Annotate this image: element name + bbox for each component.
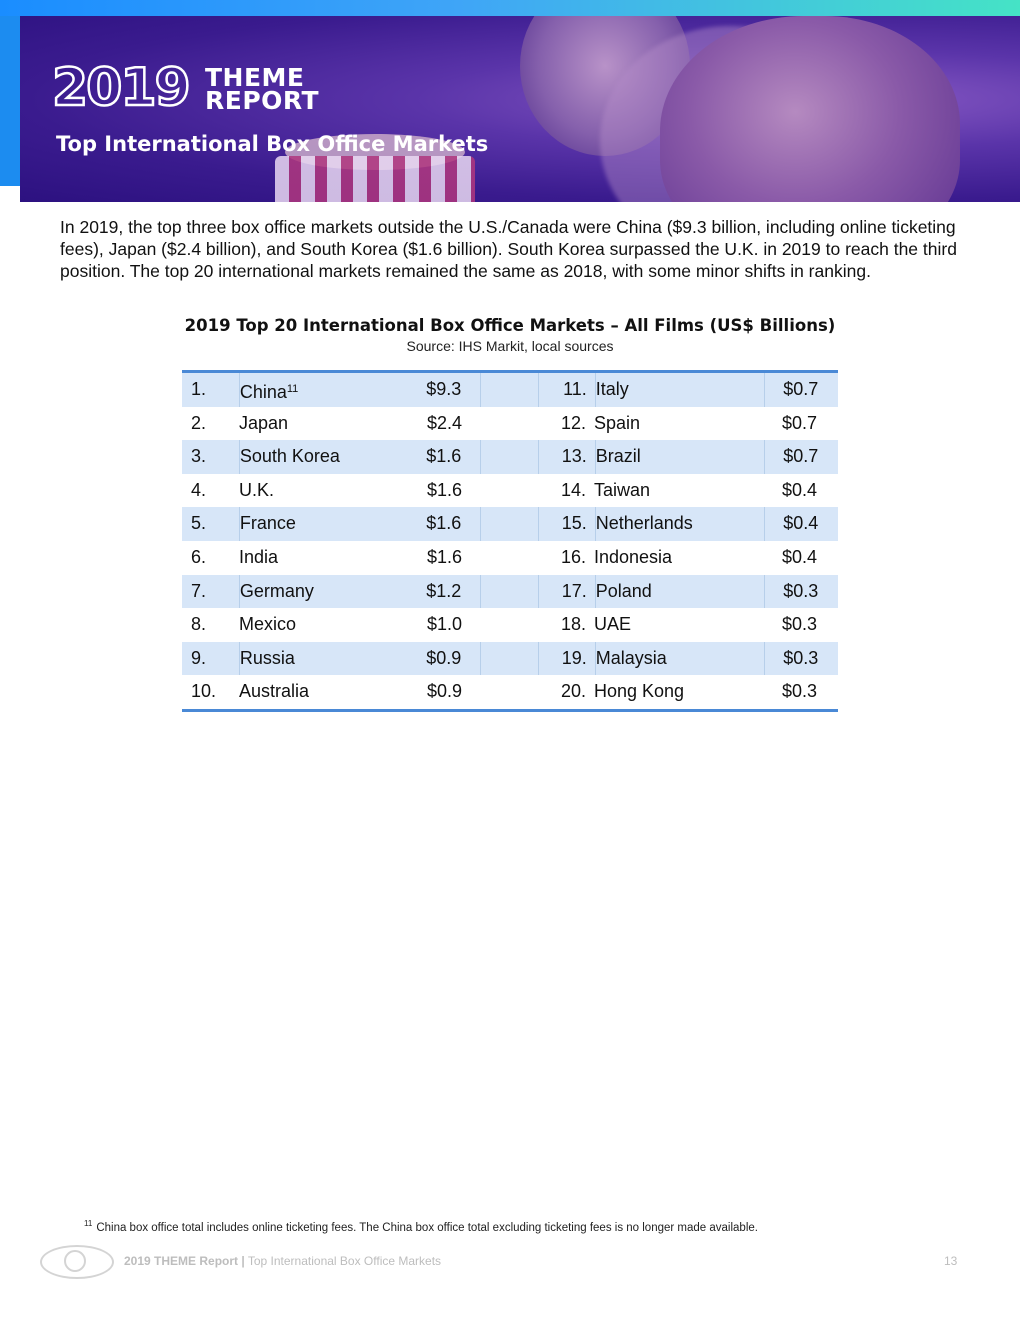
market-name-cell bbox=[239, 507, 408, 541]
rank-cell bbox=[539, 575, 595, 609]
rank-cell bbox=[539, 440, 595, 474]
market-name-cell bbox=[239, 608, 409, 642]
table-source: Source: IHS Markit, local sources bbox=[406, 338, 614, 354]
box-office-value-cell-text: $1.0 bbox=[427, 614, 463, 635]
spacer-cell bbox=[480, 642, 539, 676]
logo-word-report: REPORT bbox=[205, 86, 320, 115]
market-name-cell bbox=[594, 474, 764, 508]
rank-cell-text: 9. bbox=[191, 647, 207, 668]
rank-cell bbox=[182, 373, 239, 407]
box-office-value-cell bbox=[409, 541, 481, 575]
box-office-value-cell-text: $0.9 bbox=[427, 681, 463, 702]
box-office-value-cell bbox=[409, 407, 481, 441]
spacer-cell bbox=[480, 440, 539, 474]
spacer-cell bbox=[480, 507, 539, 541]
market-name-cell bbox=[239, 642, 408, 676]
rank-cell bbox=[538, 407, 594, 441]
rank-cell bbox=[182, 675, 239, 709]
box-office-value-cell-text: $0.9 bbox=[426, 647, 462, 668]
rank-cell-text: 14. bbox=[560, 479, 586, 500]
logo-word-theme: THEME bbox=[205, 63, 305, 92]
table-row bbox=[182, 373, 838, 407]
market-name-cell-text: U.K. bbox=[239, 479, 275, 500]
rank-cell-text: 13. bbox=[561, 446, 587, 467]
rank-cell-text: 1. bbox=[191, 379, 207, 399]
footnote bbox=[84, 1219, 964, 1234]
box-office-value-cell-text: $1.6 bbox=[427, 479, 463, 500]
table-row bbox=[182, 440, 838, 474]
footer-text bbox=[124, 1254, 441, 1268]
market-name-cell-text: Malaysia bbox=[595, 647, 667, 668]
page-number: 13 bbox=[944, 1254, 958, 1268]
table-row bbox=[182, 541, 838, 575]
box-office-value-cell-text: $0.4 bbox=[783, 513, 819, 534]
logo-words bbox=[205, 63, 320, 115]
market-name-cell-text: Russia bbox=[239, 647, 295, 668]
spacer-cell bbox=[481, 474, 538, 508]
box-office-value-cell bbox=[764, 541, 838, 575]
box-office-value-cell bbox=[764, 575, 838, 609]
rank-cell-text: 15. bbox=[561, 513, 587, 534]
box-office-value-cell-text: $1.6 bbox=[427, 546, 463, 567]
rank-cell bbox=[539, 507, 595, 541]
rank-cell bbox=[182, 541, 239, 575]
box-office-value-cell-text: $0.3 bbox=[783, 580, 819, 601]
table-row bbox=[182, 608, 838, 642]
box-office-value-cell bbox=[764, 608, 838, 642]
table-row bbox=[182, 575, 838, 609]
market-name-cell-text: Mexico bbox=[239, 614, 297, 635]
spacer-cell bbox=[481, 541, 538, 575]
spacer-cell bbox=[480, 575, 539, 609]
market-name-cell bbox=[239, 675, 409, 709]
rank-cell-text: 20. bbox=[560, 681, 586, 702]
market-name-cell bbox=[239, 440, 408, 474]
rank-cell-text: 11. bbox=[563, 379, 587, 399]
spacer-cell bbox=[480, 373, 539, 407]
market-name-cell-text: South Korea bbox=[239, 446, 340, 467]
box-office-value-cell-text: $0.4 bbox=[782, 479, 818, 500]
box-office-value-cell bbox=[409, 675, 481, 709]
rank-cell-text: 18. bbox=[560, 614, 586, 635]
box-office-value-cell-text: $0.3 bbox=[783, 647, 819, 668]
rank-cell bbox=[538, 474, 594, 508]
rank-cell-text: 4. bbox=[191, 479, 207, 500]
box-office-value-cell-text: $0.3 bbox=[782, 614, 818, 635]
market-name-cell bbox=[239, 474, 409, 508]
market-name-cell bbox=[595, 507, 764, 541]
box-office-value-cell-text: $1.6 bbox=[426, 513, 462, 534]
rank-cell-text: 16. bbox=[560, 546, 586, 567]
market-name-cell-text: China bbox=[239, 382, 287, 402]
market-name-cell-text: Brazil bbox=[595, 446, 641, 467]
box-office-value-cell-text: $0.4 bbox=[782, 546, 818, 567]
box-office-value-cell bbox=[764, 373, 838, 407]
box-office-value-cell bbox=[408, 575, 480, 609]
footnote-ref: 11 bbox=[286, 383, 299, 395]
market-name-cell bbox=[594, 407, 764, 441]
box-office-value-cell-text: $0.7 bbox=[782, 412, 818, 433]
rank-cell-text: 10. bbox=[191, 681, 217, 702]
rank-cell bbox=[538, 608, 594, 642]
box-office-value-cell-text: $0.7 bbox=[783, 446, 819, 467]
market-name-cell-text: India bbox=[239, 546, 279, 567]
box-office-value-cell-text: $0.3 bbox=[782, 681, 818, 702]
rank-cell bbox=[182, 440, 239, 474]
rank-cell-text: 7. bbox=[191, 580, 207, 601]
intro-paragraph: In 2019, the top three box office markets outside the U.S./Canada were China ($9.3 billion, including online ticketing fees), Japan ($2.4 billion), and South Korea ($1.6 billion). South Korea surpassed the U.K. in 2019 to reach the third position. The top 20 international markets remained the same as 2018, with some minor shifts in ranking. bbox=[60, 217, 957, 281]
box-office-value-cell bbox=[408, 507, 480, 541]
market-name-cell-text: Poland bbox=[595, 580, 652, 601]
table-row bbox=[182, 675, 838, 709]
rank-cell-text: 5. bbox=[191, 513, 207, 534]
box-office-value-cell bbox=[408, 440, 480, 474]
rank-cell bbox=[182, 474, 239, 508]
market-name-cell bbox=[239, 541, 409, 575]
market-name-cell-text: Australia bbox=[239, 681, 310, 702]
market-name-cell-text: Germany bbox=[239, 580, 314, 601]
market-name-cell-text: Taiwan bbox=[594, 479, 651, 500]
table-row bbox=[182, 642, 838, 676]
rank-cell bbox=[182, 608, 239, 642]
rank-cell bbox=[538, 541, 594, 575]
market-name-cell-text: Japan bbox=[239, 412, 289, 433]
rank-cell-text: 8. bbox=[191, 614, 207, 635]
spacer-cell bbox=[481, 407, 538, 441]
box-office-value-cell bbox=[408, 373, 480, 407]
rank-cell bbox=[182, 507, 239, 541]
market-name-cell-text: France bbox=[239, 513, 296, 534]
box-office-value-cell bbox=[764, 440, 838, 474]
market-name-cell-text: Indonesia bbox=[594, 546, 673, 567]
rank-cell-text: 12. bbox=[560, 412, 586, 433]
market-name-cell bbox=[239, 373, 408, 407]
spacer-cell bbox=[481, 675, 538, 709]
market-name-cell bbox=[595, 575, 764, 609]
markets-table bbox=[182, 370, 838, 712]
box-office-value-cell-text: $1.2 bbox=[426, 580, 462, 601]
rank-cell bbox=[182, 575, 239, 609]
logo-year: 2019 bbox=[52, 58, 189, 118]
footnote-text: China box office total includes online ticketing fees. The China box office total excluding ticketing fees is no longer made available. bbox=[96, 1222, 758, 1234]
box-office-value-cell bbox=[764, 675, 838, 709]
table-title: 2019 Top 20 International Box Office Markets – All Films (US$ Billions) bbox=[184, 316, 836, 335]
footer-section-label: Top International Box Office Markets bbox=[244, 1254, 442, 1268]
footer-report-label: 2019 THEME Report | bbox=[124, 1254, 245, 1268]
market-name-cell-text: Hong Kong bbox=[594, 681, 685, 702]
market-name-cell bbox=[595, 373, 764, 407]
rank-cell-text: 3. bbox=[191, 446, 207, 467]
market-name-cell-text: Spain bbox=[594, 412, 641, 433]
box-office-value-cell-text: $1.6 bbox=[426, 446, 462, 467]
box-office-value-cell bbox=[764, 407, 838, 441]
rank-cell bbox=[538, 675, 594, 709]
side-accent-bar bbox=[0, 16, 20, 186]
rank-cell-text: 2. bbox=[191, 412, 207, 433]
market-name-cell-text: UAE bbox=[594, 614, 632, 635]
rank-cell bbox=[182, 407, 239, 441]
market-name-cell bbox=[594, 608, 764, 642]
top-gradient-strip bbox=[0, 0, 1020, 16]
footnote-marker: 11 bbox=[84, 1219, 93, 1228]
rank-cell bbox=[182, 642, 239, 676]
market-name-cell bbox=[239, 407, 409, 441]
market-name-cell-text: Netherlands bbox=[595, 513, 693, 534]
rank-cell bbox=[539, 642, 595, 676]
rank-cell-text: 17. bbox=[561, 580, 587, 601]
market-name-cell bbox=[594, 675, 764, 709]
table-row bbox=[182, 407, 838, 441]
box-office-value-cell bbox=[764, 507, 838, 541]
spacer-cell bbox=[481, 608, 538, 642]
mpa-logo-icon bbox=[40, 1245, 114, 1279]
box-office-value-cell-text: $0.7 bbox=[783, 379, 819, 399]
market-name-cell bbox=[594, 541, 764, 575]
market-name-cell bbox=[239, 575, 408, 609]
rank-cell-text: 19. bbox=[561, 647, 587, 668]
market-name-cell-text: Italy bbox=[595, 379, 629, 399]
box-office-value-cell bbox=[764, 474, 838, 508]
box-office-value-cell-text: $2.4 bbox=[427, 412, 463, 433]
page-title: Top International Box Office Markets bbox=[56, 132, 489, 156]
market-name-cell bbox=[595, 440, 764, 474]
box-office-value-cell-text: $9.3 bbox=[426, 379, 462, 399]
box-office-value-cell bbox=[409, 474, 481, 508]
box-office-value-cell bbox=[409, 608, 481, 642]
box-office-value-cell bbox=[764, 642, 838, 676]
rank-cell-text: 6. bbox=[191, 546, 207, 567]
table-row bbox=[182, 507, 838, 541]
box-office-value-cell bbox=[408, 642, 480, 676]
table-row bbox=[182, 474, 838, 508]
film-reel-icon bbox=[64, 1250, 86, 1272]
rank-cell bbox=[539, 373, 595, 407]
market-name-cell bbox=[595, 642, 764, 676]
popcorn-bucket-icon bbox=[275, 156, 475, 202]
